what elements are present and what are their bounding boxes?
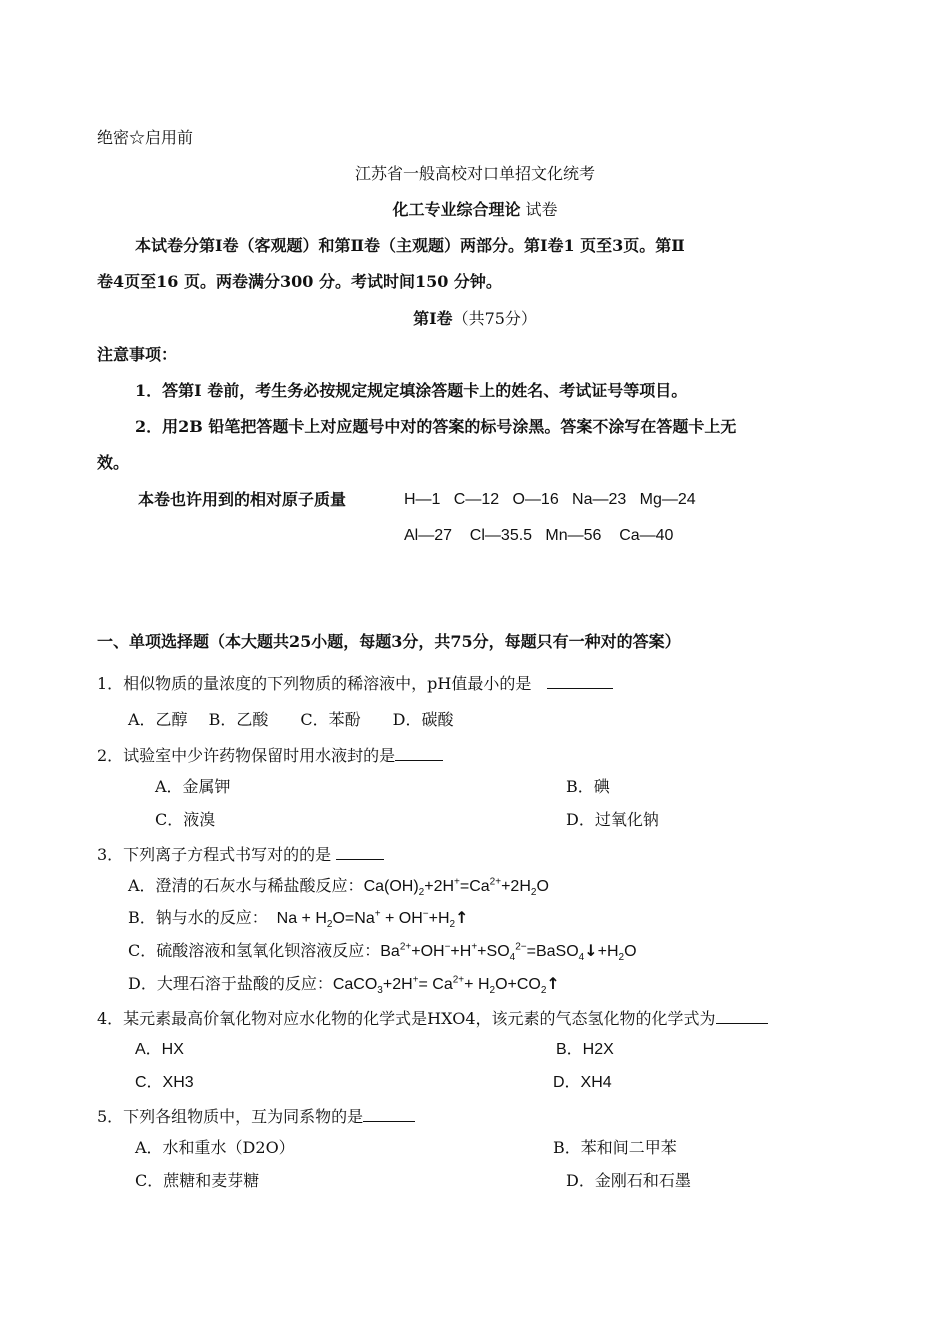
question-3-option-a-text: A．澄清的石灰水与稀盐酸反应： xyxy=(128,876,364,895)
question-2-text: 2．试验室中少许药物保留时用水液封的是 xyxy=(97,746,396,765)
notes-item-2-line-1: 2．用2B 铅笔把答题卡上对应题号中对的答案的标号涂黑。答案不涂写在答题卡上无 xyxy=(135,417,737,436)
part1-title xyxy=(0,309,950,329)
question-2-option-c: C．液溴 xyxy=(155,810,216,829)
question-3-option-c xyxy=(128,941,637,962)
notes-heading: 注意事项： xyxy=(97,345,178,364)
question-4-text: 4．某元素最高价氧化物对应水化物的化学式是HXO4，该元素的气态氢化物的化学式为 xyxy=(97,1009,716,1028)
question-3-option-d xyxy=(128,974,560,995)
intro-line-2: 卷4页至16 页。两卷满分300 分。考试时间150 分钟。 xyxy=(97,272,502,291)
notes-item-1: 1．答第Ⅰ 卷前，考生务必按规定规定填涂答题卡上的姓名、考试证号等项目。 xyxy=(135,381,688,400)
notes-item-2-line-2: 效。 xyxy=(97,453,130,472)
question-4-option-d: D．XH4 xyxy=(553,1074,612,1091)
question-5-text: 5．下列各组物质中，互为同系物的是 xyxy=(97,1107,364,1126)
part1-title-bold: 第Ⅰ卷 xyxy=(413,309,453,328)
subject-title xyxy=(0,200,950,220)
answer-blank xyxy=(336,843,384,860)
question-5-option-d: D．金刚石和石墨 xyxy=(566,1171,691,1190)
equation-a: $Ca(OH)_2+2H^+=Ca^{2+}+2H_2O$ xyxy=(363,876,549,899)
question-3-option-b-text: B．钠与水的反应： xyxy=(128,908,268,927)
question-2-option-b: B．碘 xyxy=(566,777,610,796)
question-3-option-a xyxy=(128,876,549,897)
equation-b: $Na + H_2O=Na^+$ + $OH^-+H_2↑$ xyxy=(267,908,469,931)
answer-blank xyxy=(547,672,613,689)
question-4-stem xyxy=(97,1007,768,1029)
question-3-option-c-text: C．硫酸溶液和氢氧化钡溶液反应： xyxy=(128,941,381,960)
answer-blank xyxy=(716,1007,768,1024)
question-3-option-b xyxy=(128,908,469,929)
question-1-options: A．乙醇 B．乙酸 C．苯酚 D．碳酸 xyxy=(128,710,454,729)
question-3-stem xyxy=(97,843,384,865)
part1-title-rest: （共75分） xyxy=(452,309,537,328)
atomic-mass-row-1: H—1 C—12 O—16 Na—23 Mg—24 xyxy=(404,491,696,508)
question-4-option-c: C．XH3 xyxy=(135,1074,194,1091)
atomic-mass-label: 本卷也许用到的相对原子质量 xyxy=(138,490,347,509)
question-1-stem xyxy=(97,672,613,694)
subject-suffix: 试卷 xyxy=(520,200,558,219)
question-2-option-a: A．金属钾 xyxy=(155,777,231,796)
answer-blank xyxy=(363,1105,415,1122)
equation-d: CaCO$_3$+2H+= $Ca^{2+}+$ $H_2O+CO_2↑$ xyxy=(332,974,560,997)
question-5-option-a: A．水和重水（D2O） xyxy=(135,1138,295,1157)
exam-title: 江苏省一般高校对口单招文化统考 xyxy=(354,164,595,183)
intro-line-1: 本试卷分第Ⅰ卷（客观题）和第Ⅱ卷（主观题）两部分。第Ⅰ卷1 页至3页。第Ⅱ xyxy=(135,236,685,255)
question-1-text: 1．相似物质的量浓度的下列物质的稀溶液中，pH值最小的是 xyxy=(97,674,548,693)
secret-mark: 绝密☆启用前 xyxy=(97,128,194,147)
question-2-stem xyxy=(97,744,443,766)
question-3-text: 3．下列离子方程式书写对的的是 xyxy=(97,845,337,864)
equation-c: $Ba^{2+}+OH^-+H^++SO_4^{2-}=BaSO_4↓+H_2O$ xyxy=(380,941,637,964)
answer-blank xyxy=(395,744,443,761)
question-4-option-b: B．H2X xyxy=(556,1041,614,1058)
atomic-mass-row-2: Al—27 Cl—35.5 Mn—56 Ca—40 xyxy=(404,527,674,544)
question-3-option-d-text: D．大理石溶于盐酸的反应： xyxy=(128,974,333,993)
question-5-option-c: C．蔗糖和麦芽糖 xyxy=(135,1171,260,1190)
question-5-stem xyxy=(97,1105,415,1127)
subject-name: 化工专业综合理论 xyxy=(392,200,521,219)
question-2-option-d: D．过氧化钠 xyxy=(566,810,659,829)
question-5-option-b: B．苯和间二甲苯 xyxy=(553,1138,677,1157)
section1-heading: 一、单项选择题（本大题共25小题，每题3分，共75分，每题只有一种对的答案） xyxy=(97,632,681,651)
question-4-option-a: A．HX xyxy=(135,1041,184,1058)
